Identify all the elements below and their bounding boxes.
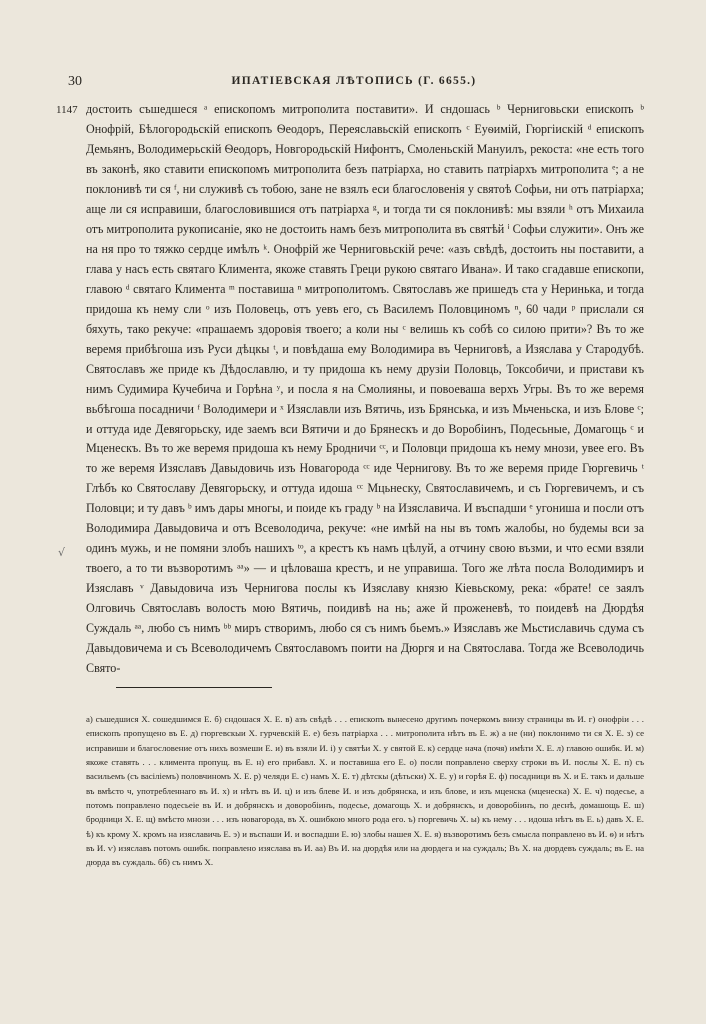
footnotes-text: а) съшедшися Х. сошедшимся Е. б) сндошася Х. Е. в) азъ свѣдѣ . . . епископъ вынесено другимъ почеркомъ внизу страницы въ И. г) онофріи . . . епископъ пропущено въ Е. д) гюргевскыи Х. гурчевскій Е. е) безъ патріарха . . . митрополита нѣтъ въ Е. ж) а не (ни) поклонимо ти ся Х. Е. з) се исправиши и благословение отъ нихъ возмеши Е. и) въ взяли И. і) у святѣи Х. у святой Е. к) сердце нача (почя) имѣти Х. Е. л) главою ошибк. И. м) якоже ставять . . . климента пропущ. въ Е. н) его прибавл. Х. и поставиша его Е. о) посли поправлено сверху строки въ И. послы Х. Е. п) съ васильемъ (съ васілiемъ) половчиномъ Х. Е. р) челяди Е. с) намъ Х. Е. т) дѣтскы (дѣтьски) Х. Е. у) и горѣя Е. ф) посадници въ Х. и Е. такъ и дальше въ вмѣсто ч, употребленнаго въ И. х) и нѣтъ въ И. ц) и изъ блеве И. и изъ добрянска, и изъ блове, и изъ мценска (мценеска) Х. Е. ч) подесье, а потомъ поправлено подесьеіе въ И. и добрянскъ и доворобіинъ, подесье, домагощь Х. и добрянскъ, и доворобіинъ, по деснѣ, домашощь Е. ш) бродници Х. Е. щ) вмѣсто мнози . . . изъ новагорода, въ Х. ошибкою много рода его. ъ) гюргевичь Х. ы) къ нему . . . идоша нѣтъ въ Е. ь) давъ Х. Е. ѣ) къ крому Х. кромъ на изяславичь Е. э) и въспаши И. и воспадши Е. ю) злобы нашея Х. Е. я) възворотимъ безъ смысла поправлено въ И. ѳ) и нѣтъ въ И. ѵ) изяславъ потомъ ошибк. поправлено изяслава въ И. аа) Въ И. на дюрдѣя или на дюрдега и на суждаль; Въ Х. на дюрдевъ суждаль; въ Е. на дюрда въ суждаль. бб) съ нимъ Х. [86,714,644,868]
footnote-separator [116,687,272,688]
pencil-check-mark: √ [58,546,66,559]
main-text [86,100,644,679]
footnotes [86,712,644,870]
main-paragraph: достоить съшедшеся ᵃ епископомъ митрополита поставити». И сндошась ᵇ Черниговьски епископъ ᵇ Онофрій, Бѣлогородьскій епископъ Ѳеодоръ, Переяславьскій епископъ ᶜ Еуѳимій, Гюргіискій ᵈ епископъ Демьянъ, Володимерьскій Ѳеодоръ, Новгородьскій Нифонтъ, Смоленьскій Мануилъ, рекоста: «не есть того въ законѣ, яко ставити епископомъ митрополита безъ патріарха, но ставить патріархъ митрополита ᵉ; а не поклонивѣ ти ся ᶠ, ни служивѣ съ тобою, зане не взялъ еси благословенія у святоѣ Софьи, ни отъ патріарха; аще ли ся исправиши, благословившися отъ патріарха ᵍ, и тогда ти ся поклонивѣ: мы взяли ʰ отъ Михаила отъ митрополита рукописаніе, яко не достоить намъ безъ митрополита въ святѣй ⁱ Софьи служити». Онъ же на ня про то тяжко сердце имѣлъ ᵏ. Онофрій же Черниговьскій рече: «азъ свѣдѣ, достоить ны поставити, а глава у насъ есть святаго Климента, якоже ставять Греци рукою святаго Ивана». И тако сгадавше епископи, главою ᵈ святаго Климента ᵐ поставиша ⁿ митрополитомъ. Святославъ же пришедъ ста у Неринька, и тогда придоша къ нему сли ᵒ изъ Половець, отъ уевъ его, съ Василемъ Половциномъ ⁿ, 60 чади ᵖ прислали ся бяхуть, тако рекуче: «прашаемъ здоровія твоего; а коли ны ᶜ велишь къ собѣ со силою прити»? Въ то же веремя прибѣгоша изъ Руси дѣцкы ᵗ, и повѣдаша ему Володимира въ Черниговѣ, а Изяслава у Стародубѣ. Святославъ же приде къ Дѣдославлю, и ту придоша къ нему друзіи Половць, Токсобичи, и пристави къ нимъ Судимира Кучебича и Горѣна ʸ, и посла я на Смолияны, и повоеваша верхъ Угры. Въ то же веремя вьбѣгоша посадничи ᶠ Володимери и ˣ Изяславли изъ Вятичь, изъ Брянська, и изъ Мьченьска, и изъ Блове ᶜ; и оттуда иде Девягорьску, иде заемъ вси Вятичи и до Брянескъ и до Воробіинъ, Подесьные, Домагощь ᶜ и Мценескъ. Въ то же веремя придоша къ нему Бродничи ᶜᶜ, и Половци придоша къ нему мнози, увее его. Въ то же веремя Изяславъ Давыдовичь изъ Новагорода ᶜᶜ иде Чернигову. Въ то же веремя приде Гюргевичь ᵗ Глѣбъ ко Святославу Девягорьску, и оттуда идоша ᶜᶜ Мцьнеску, Святославичемъ, и съ Гюргевичемъ, и съ Половци; и ту давъ ᵇ имъ дары многы, и поиде къ граду ᵇ на Изяславича. И въспадши ᵉ угониша и посли отъ Володимира Давыдовича и отъ Всеволодича, рекуче: «не имѣй на ны въ томъ жалобы, но будемы вси за одинъ мужь, и не помяни злобъ нашихъ ᵗᵒ, а крестъ къ намъ цѣлуй, а отчину свою възми, и что есми взяли твоего, а то ти възворотимъ ᵃᵃ» — и цѣловаша крестъ, и не управиша. Того же лѣта посла Володимиръ и Изяславъ ᵛ Давыдовича изъ Чернигова послы къ Изяславу князю Кіевьскому, река: «брате! се заялъ Олговичь Святославъ волость мою Вятичь, поидивѣ на нь; аже й проженевѣ, то поидевѣ на Дюрдѣя Суждаль ᵃᵃ, любо съ нимъ ᵇᵇ миръ створимъ, любо ся съ нимъ бьемъ.» Изяславъ же Мьстиславичь сдума съ Давыдовичема и съ Всеволодичемъ Святославомъ поити на Дюргя и на Святослава. Тогда же Всеволодичь Свято- [86,102,644,676]
running-title: ИПАТІЕВСКАЯ ЛѢТОПИСЬ (Г. 6655.) [231,75,477,87]
page-number: 30 [68,74,82,89]
margin-year: 1147 [56,104,78,116]
page-header [68,74,640,94]
